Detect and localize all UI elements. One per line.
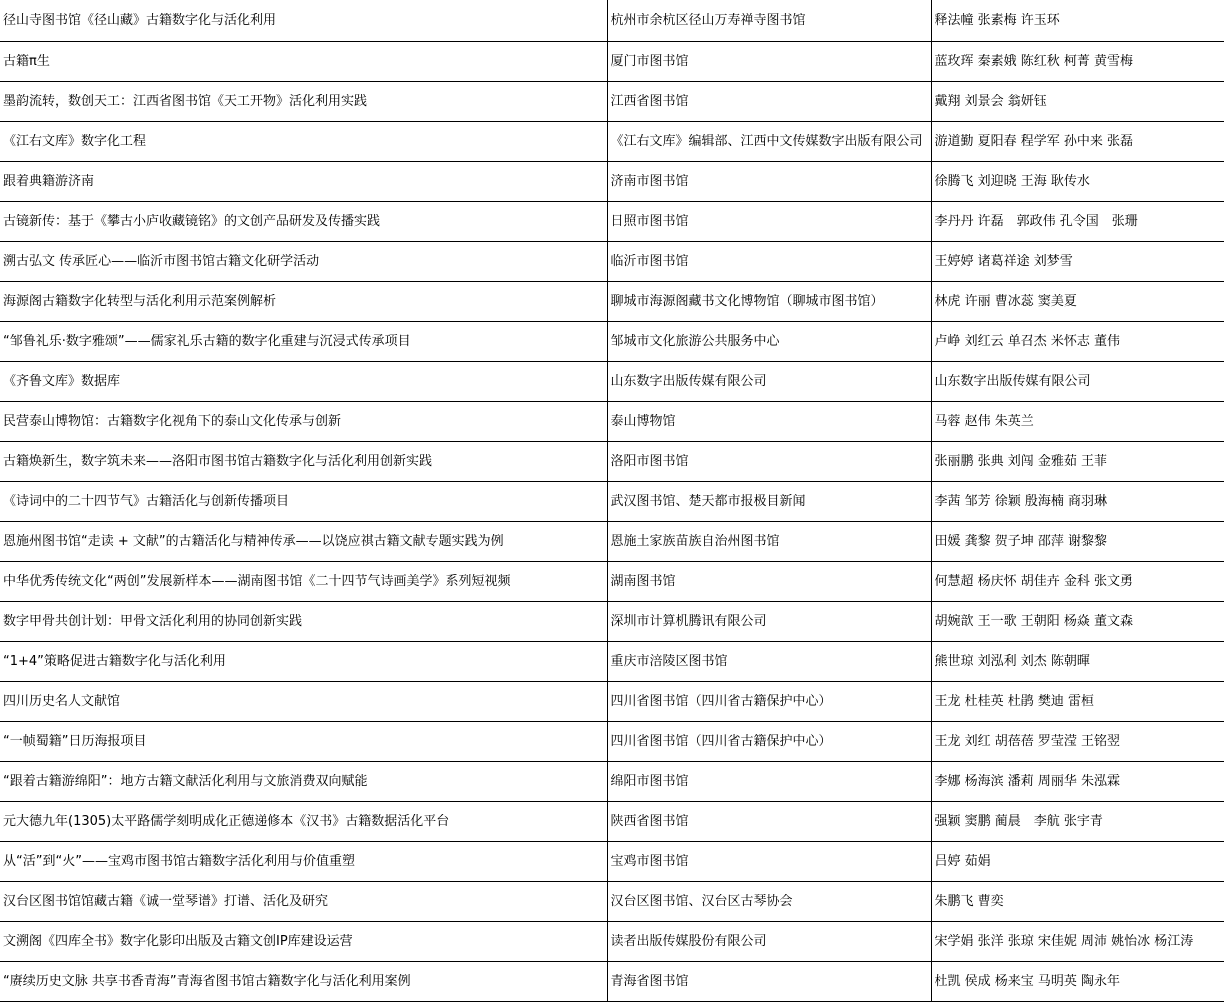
team-members-cell-text: 胡婉歆 王一歌 王朝阳 杨焱 董文森 <box>934 613 1134 629</box>
team-members-cell-text: 李娜 杨海滨 潘莉 周丽华 朱泓霖 <box>934 773 1121 789</box>
project-name-cell-text: “跟着古籍游绵阳”：地方古籍文献活化利用与文旅消费双向赋能 <box>3 773 368 789</box>
table-row <box>0 601 1224 641</box>
organization-cell <box>607 681 931 721</box>
organization-cell <box>607 481 931 521</box>
organization-cell-text: 泰山博物馆 <box>610 413 676 429</box>
team-members-cell-text: 林虎 许丽 曹冰蕊 窦美夏 <box>934 293 1077 309</box>
team-members-cell-text: 强颖 窦鹏 蔺晨 李航 张宇青 <box>934 813 1103 829</box>
organization-cell-text: 《江右文库》编辑部、江西中文传媒数字出版有限公司 <box>610 133 923 149</box>
project-name-cell-text: “1+4”策略促进古籍数字化与活化利用 <box>3 653 226 669</box>
table-row <box>0 521 1224 561</box>
organization-cell <box>607 161 931 201</box>
project-name-cell-text: 中华优秀传统文化“两创”发展新样本——湖南图书馆《二十四节气诗画美学》系列短视频 <box>3 573 511 589</box>
project-name-cell <box>0 121 607 161</box>
project-name-cell <box>0 361 607 401</box>
project-name-cell <box>0 81 607 121</box>
organization-cell <box>607 441 931 481</box>
team-members-cell <box>931 481 1224 521</box>
table-row <box>0 441 1224 481</box>
project-name-cell-text: “邹鲁礼乐·数字雅颂”——儒家礼乐古籍的数字化重建与沉浸式传承项目 <box>3 333 411 349</box>
project-name-cell-text: 墨韵流转，数创天工：江西省图书馆《天工开物》活化利用实践 <box>3 93 368 109</box>
table-row <box>0 801 1224 841</box>
team-members-cell <box>931 281 1224 321</box>
organization-cell-text: 洛阳市图书馆 <box>610 453 689 469</box>
team-members-cell-text: 王龙 杜桂英 杜鹃 樊迪 雷桓 <box>934 693 1095 709</box>
organization-cell <box>607 721 931 761</box>
table-row <box>0 681 1224 721</box>
project-name-cell-text: 汉台区图书馆馆藏古籍《诚一堂琴谱》打谱、活化及研究 <box>3 893 329 909</box>
team-members-cell <box>931 641 1224 681</box>
organization-cell-text: 临沂市图书馆 <box>610 253 689 269</box>
organization-cell <box>607 81 931 121</box>
team-members-cell-text: 李丹丹 许磊 郭政伟 孔令国 张珊 <box>934 213 1138 229</box>
organization-cell <box>607 241 931 281</box>
organization-cell <box>607 881 931 921</box>
team-members-cell <box>931 881 1224 921</box>
project-name-cell <box>0 881 607 921</box>
team-members-cell-text: 马蓉 赵伟 朱英兰 <box>934 413 1034 429</box>
team-members-cell <box>931 201 1224 241</box>
table-row <box>0 721 1224 761</box>
project-name-cell-text: 《齐鲁文库》数据库 <box>3 373 121 389</box>
organization-cell <box>607 921 931 961</box>
team-members-cell-text: 卢峥 刘红云 单召杰 米怀志 董伟 <box>934 333 1121 349</box>
project-name-cell <box>0 761 607 801</box>
team-members-cell-text: 张丽鹏 张典 刘闯 金雅茹 王菲 <box>934 453 1108 469</box>
project-name-cell <box>0 481 607 521</box>
team-members-cell-text: 熊世琼 刘泓利 刘杰 陈朝暉 <box>934 653 1090 669</box>
team-members-cell <box>931 401 1224 441</box>
organization-cell <box>607 841 931 881</box>
project-name-cell-text: 恩施州图书馆“走读 + 文献”的古籍活化与精神传承——以饶应祺古籍文献专题实践为例 <box>3 533 504 549</box>
team-members-cell <box>931 0 1224 41</box>
project-name-cell <box>0 681 607 721</box>
team-members-cell-text: 吕婷 茹娟 <box>934 853 991 869</box>
organization-cell-text: 厦门市图书馆 <box>610 53 689 69</box>
organization-cell-text: 济南市图书馆 <box>610 173 689 189</box>
project-name-cell-text: 跟着典籍游济南 <box>3 173 95 189</box>
organization-cell-text: 聊城市海源阁藏书文化博物馆（聊城市图书馆） <box>610 293 884 309</box>
organization-cell-text: 江西省图书馆 <box>610 93 689 109</box>
team-members-cell <box>931 321 1224 361</box>
table-row <box>0 161 1224 201</box>
project-name-cell <box>0 161 607 201</box>
team-members-cell <box>931 241 1224 281</box>
organization-cell <box>607 201 931 241</box>
team-members-cell <box>931 561 1224 601</box>
project-name-cell-text: 《诗词中的二十四节气》古籍活化与创新传播项目 <box>3 493 290 509</box>
team-members-cell <box>931 601 1224 641</box>
project-name-cell <box>0 201 607 241</box>
table-row <box>0 561 1224 601</box>
organization-cell <box>607 0 931 41</box>
project-name-cell <box>0 0 607 41</box>
team-members-cell-text: 杜凯 侯成 杨来宝 马明英 陶永年 <box>934 973 1121 989</box>
team-members-cell-text: 宋学娟 张洋 张琼 宋佳妮 周沛 姚怡冰 杨江涛 <box>934 933 1194 949</box>
project-name-cell-text: “赓续历史文脉 共享书香青海”青海省图书馆古籍数字化与活化利用案例 <box>3 973 411 989</box>
project-name-cell-text: 四川历史名人文献馆 <box>3 693 121 709</box>
team-members-cell <box>931 121 1224 161</box>
team-members-cell-text: 游道勤 夏阳春 程学军 孙中来 张磊 <box>934 133 1134 149</box>
team-members-cell <box>931 761 1224 801</box>
organization-cell-text: 山东数字出版传媒有限公司 <box>610 373 767 389</box>
organization-cell <box>607 561 931 601</box>
table-row <box>0 641 1224 681</box>
team-members-cell <box>931 921 1224 961</box>
organization-cell <box>607 121 931 161</box>
team-members-cell-text: 蓝玫珲 秦素娥 陈红秋 柯菁 黄雪梅 <box>934 53 1134 69</box>
project-name-cell-text: 民营泰山博物馆：古籍数字化视角下的泰山文化传承与创新 <box>3 413 342 429</box>
project-name-cell <box>0 841 607 881</box>
table-row <box>0 0 1224 41</box>
project-name-cell <box>0 281 607 321</box>
organization-cell-text: 深圳市计算机腾讯有限公司 <box>610 613 767 629</box>
organization-cell-text: 读者出版传媒股份有限公司 <box>610 933 767 949</box>
team-members-cell-text: 徐腾飞 刘迎晓 王海 耿传水 <box>934 173 1090 189</box>
organization-cell-text: 陕西省图书馆 <box>610 813 689 829</box>
project-name-cell <box>0 641 607 681</box>
table-row <box>0 41 1224 81</box>
organization-cell-text: 四川省图书馆（四川省古籍保护中心） <box>610 693 832 709</box>
organization-cell <box>607 281 931 321</box>
project-name-cell <box>0 601 607 641</box>
team-members-cell-text: 山东数字出版传媒有限公司 <box>934 373 1091 389</box>
table-row <box>0 481 1224 521</box>
organization-cell <box>607 321 931 361</box>
organization-cell <box>607 961 931 1001</box>
team-members-cell <box>931 961 1224 1001</box>
organization-cell-text: 绵阳市图书馆 <box>610 773 689 789</box>
team-members-cell-text: 朱鹏飞 曹奕 <box>934 893 1004 909</box>
team-members-cell-text: 释法幢 张素梅 许玉环 <box>934 12 1060 28</box>
project-name-cell-text: 古籍π生 <box>3 53 50 69</box>
table-row <box>0 961 1224 1001</box>
project-name-cell-text: 数字甲骨共创计划：甲骨文活化利用的协同创新实践 <box>3 613 303 629</box>
table-row <box>0 921 1224 961</box>
project-name-cell <box>0 441 607 481</box>
table-row <box>0 241 1224 281</box>
organization-cell-text: 汉台区图书馆、汉台区古琴协会 <box>610 893 793 909</box>
team-members-cell <box>931 81 1224 121</box>
organization-cell-text: 四川省图书馆（四川省古籍保护中心） <box>610 733 832 749</box>
organization-cell-text: 日照市图书馆 <box>610 213 689 229</box>
project-name-cell-text: 径山寺图书馆《径山藏》古籍数字化与活化利用 <box>3 12 277 28</box>
project-name-cell <box>0 521 607 561</box>
organization-cell-text: 宝鸡市图书馆 <box>610 853 689 869</box>
project-name-cell-text: 古籍焕新生，数字筑未来——洛阳市图书馆古籍数字化与活化利用创新实践 <box>3 453 433 469</box>
organization-cell-text: 恩施土家族苗族自治州图书馆 <box>610 533 780 549</box>
table-row <box>0 841 1224 881</box>
project-name-cell-text: 海源阁古籍数字化转型与活化利用示范案例解析 <box>3 293 277 309</box>
table-row <box>0 401 1224 441</box>
organization-cell <box>607 41 931 81</box>
table-row <box>0 761 1224 801</box>
table-row <box>0 881 1224 921</box>
table-row <box>0 201 1224 241</box>
team-members-cell-text: 何慧超 杨庆怀 胡佳卉 金科 张文勇 <box>934 573 1134 589</box>
team-members-cell-text: 王龙 刘红 胡蓓蓓 罗莹滢 王铭翌 <box>934 733 1121 749</box>
project-name-cell-text: 溯古弘文 传承匠心——临沂市图书馆古籍文化研学活动 <box>3 253 320 269</box>
project-name-cell <box>0 921 607 961</box>
organization-cell <box>607 601 931 641</box>
project-name-cell <box>0 321 607 361</box>
team-members-cell-text: 田媛 龚黎 贺子坤 邵萍 谢黎黎 <box>934 533 1108 549</box>
organization-cell <box>607 801 931 841</box>
organization-cell <box>607 521 931 561</box>
project-name-cell-text: 文溯阁《四库全书》数字化影印出版及古籍文创IP库建设运营 <box>3 933 353 949</box>
organization-cell-text: 武汉图书馆、楚天都市报极目新闻 <box>610 493 806 509</box>
table-row <box>0 121 1224 161</box>
organization-cell-text: 湖南图书馆 <box>610 573 676 589</box>
organization-cell <box>607 361 931 401</box>
organization-cell <box>607 761 931 801</box>
organization-cell-text: 邹城市文化旅游公共服务中心 <box>610 333 780 349</box>
project-name-cell <box>0 801 607 841</box>
team-members-cell-text: 王婷婷 诸葛祥途 刘梦雪 <box>934 253 1073 269</box>
team-members-cell <box>931 681 1224 721</box>
project-name-cell <box>0 41 607 81</box>
project-name-cell <box>0 721 607 761</box>
table-row <box>0 81 1224 121</box>
project-name-cell-text: 元大德九年(1305)太平路儒学刻明成化正德递修本《汉书》古籍数据活化平台 <box>3 813 450 829</box>
table-row <box>0 361 1224 401</box>
project-name-cell <box>0 241 607 281</box>
table-row <box>0 321 1224 361</box>
team-members-cell <box>931 441 1224 481</box>
team-members-cell <box>931 41 1224 81</box>
team-members-cell <box>931 161 1224 201</box>
project-name-cell-text: “一帧蜀籍”日历海报项目 <box>3 733 147 749</box>
organization-cell-text: 青海省图书馆 <box>610 973 689 989</box>
project-name-cell-text: 从“活”到“火”——宝鸡市图书馆古籍数字活化利用与价值重塑 <box>3 853 355 869</box>
team-members-cell <box>931 721 1224 761</box>
table-row <box>0 281 1224 321</box>
organization-cell-text: 重庆市涪陵区图书馆 <box>610 653 728 669</box>
project-name-cell <box>0 401 607 441</box>
organization-cell-text: 杭州市余杭区径山万寿禅寺图书馆 <box>610 12 806 28</box>
project-name-cell-text: 《江右文库》数字化工程 <box>3 133 147 149</box>
team-members-cell-text: 戴翔 刘景会 翁妍钰 <box>934 93 1047 109</box>
organization-cell <box>607 641 931 681</box>
project-name-cell <box>0 961 607 1001</box>
team-members-cell <box>931 521 1224 561</box>
organization-cell <box>607 401 931 441</box>
team-members-cell <box>931 361 1224 401</box>
team-members-cell <box>931 801 1224 841</box>
project-name-cell-text: 古镜新传：基于《攀古小庐收藏镜铭》的文创产品研发及传播实践 <box>3 213 381 229</box>
team-members-cell <box>931 841 1224 881</box>
team-members-cell-text: 李茜 邹芳 徐颖 殷海楠 商羽琳 <box>934 493 1108 509</box>
project-name-cell <box>0 561 607 601</box>
